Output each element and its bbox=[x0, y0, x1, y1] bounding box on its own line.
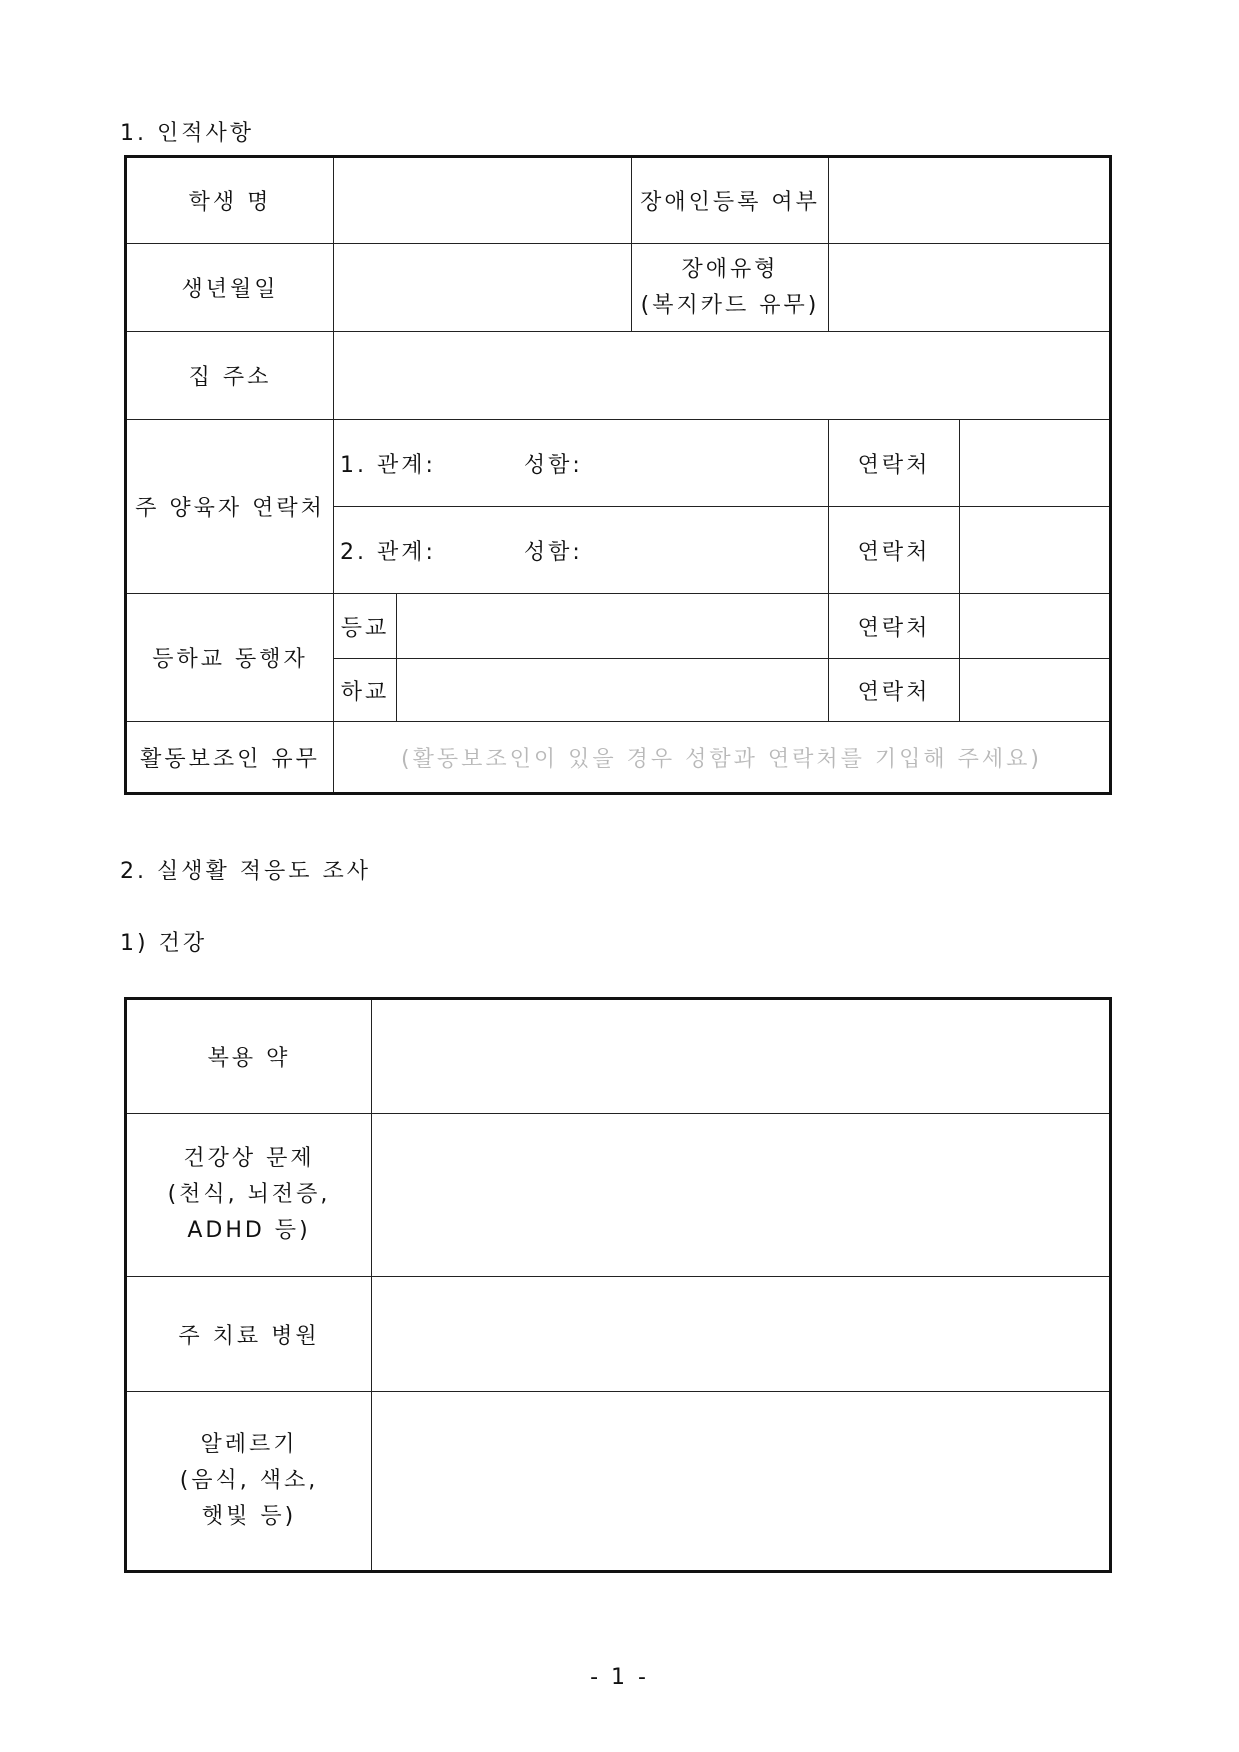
input-to-school-companion[interactable] bbox=[397, 594, 829, 659]
input-from-school-contact[interactable] bbox=[960, 659, 1111, 722]
input-home-address[interactable] bbox=[334, 332, 1111, 420]
input-from-school-companion[interactable] bbox=[397, 659, 829, 722]
label-to-school: 등교 bbox=[334, 594, 397, 659]
label-medication: 복용 약 bbox=[126, 999, 372, 1114]
input-birth-date[interactable] bbox=[334, 244, 632, 332]
input-to-school-contact[interactable] bbox=[960, 594, 1111, 659]
label-health-issues bbox=[126, 1114, 372, 1277]
label-health-issues-line2: (천식, 뇌전증, bbox=[167, 1182, 331, 1207]
input-activity-assistant[interactable]: (활동보조인이 있을 경우 성함과 연락처를 기입해 주세요) bbox=[334, 722, 1111, 794]
personal-info-table bbox=[124, 155, 1112, 795]
guardian2-info[interactable] bbox=[334, 507, 829, 594]
label-from-school: 하교 bbox=[334, 659, 397, 722]
page-number: - 1 - bbox=[590, 1665, 649, 1690]
label-allergy-line1: 알레르기 bbox=[200, 1432, 298, 1457]
input-health-issues[interactable] bbox=[372, 1114, 1111, 1277]
guardian1-info[interactable] bbox=[334, 420, 829, 507]
label-guardian1-contact: 연락처 bbox=[829, 420, 960, 507]
label-guardian2-contact: 연락처 bbox=[829, 507, 960, 594]
guardian1-relation-label: 1. 관계: bbox=[340, 452, 436, 478]
input-medication[interactable] bbox=[372, 999, 1111, 1114]
guardian1-name-label: 성함: bbox=[523, 452, 583, 478]
section2-title: 2. 실생활 적응도 조사 bbox=[120, 859, 371, 884]
label-allergy-line2: (음식, 색소, bbox=[179, 1468, 319, 1493]
label-student-name: 학생 명 bbox=[126, 157, 334, 244]
label-activity-assistant: 활동보조인 유무 bbox=[126, 722, 334, 794]
label-disability-type-line2: (복지카드 유무) bbox=[640, 292, 820, 318]
label-health-issues-line1: 건강상 문제 bbox=[183, 1146, 315, 1171]
input-guardian1-contact[interactable] bbox=[960, 420, 1111, 507]
health-table bbox=[124, 997, 1112, 1573]
label-birth-date: 생년월일 bbox=[126, 244, 334, 332]
label-health-issues-line3: ADHD 등) bbox=[187, 1218, 311, 1243]
input-disability-type[interactable] bbox=[829, 244, 1111, 332]
label-allergy bbox=[126, 1392, 372, 1572]
input-allergy[interactable] bbox=[372, 1392, 1111, 1572]
health-subtitle: 1) 건강 bbox=[120, 931, 208, 956]
label-commute-companion: 등하교 동행자 bbox=[126, 594, 334, 722]
input-main-hospital[interactable] bbox=[372, 1277, 1111, 1392]
label-from-school-contact: 연락처 bbox=[829, 659, 960, 722]
input-guardian2-contact[interactable] bbox=[960, 507, 1111, 594]
input-student-name[interactable] bbox=[334, 157, 632, 244]
label-guardian-contact: 주 양육자 연락처 bbox=[126, 420, 334, 594]
label-disability-type-line1: 장애유형 bbox=[681, 256, 779, 282]
guardian2-relation-label: 2. 관계: bbox=[340, 539, 436, 565]
section1-title: 1. 인적사항 bbox=[120, 121, 254, 146]
label-to-school-contact: 연락처 bbox=[829, 594, 960, 659]
label-home-address: 집 주소 bbox=[126, 332, 334, 420]
label-disability-registration: 장애인등록 여부 bbox=[632, 157, 829, 244]
label-allergy-line3: 햇빛 등) bbox=[201, 1504, 297, 1529]
guardian2-name-label: 성함: bbox=[523, 539, 583, 565]
input-disability-registration[interactable] bbox=[829, 157, 1111, 244]
label-disability-type bbox=[632, 244, 829, 332]
label-main-hospital: 주 치료 병원 bbox=[126, 1277, 372, 1392]
